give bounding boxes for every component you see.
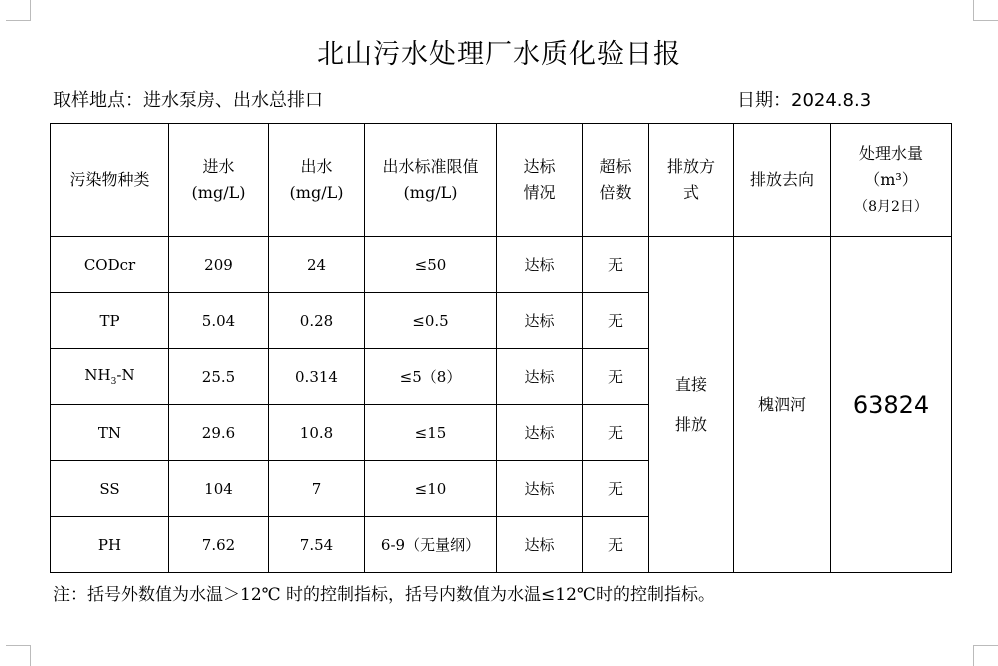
header-discharge-destination: 排放去向 [734, 124, 831, 237]
exceed-factor: 无 [583, 517, 649, 573]
inflow-value: 29.6 [169, 405, 269, 461]
page-corner-mark [6, 645, 31, 666]
inflow-value: 7.62 [169, 517, 269, 573]
header-pollutant-type: 污染物种类 [51, 124, 169, 237]
exceed-factor: 无 [583, 349, 649, 405]
header-discharge-method: 排放方 式 [649, 124, 734, 237]
discharge-method: 直接 排放 [649, 237, 734, 573]
sampling-location: 取样地点：进水泵房、出水总排口 [53, 90, 323, 111]
limit-value: ≤50 [365, 237, 497, 293]
footnote: 注：括号外数值为水温＞12℃ 时的控制指标，括号内数值为水温≤12℃时的控制指标。 [53, 585, 715, 605]
treated-volume: 63824 [831, 237, 952, 573]
compliance-status: 达标 [497, 517, 583, 573]
header-exceed-factor: 超标 倍数 [583, 124, 649, 237]
inflow-value: 104 [169, 461, 269, 517]
exceed-factor: 无 [583, 293, 649, 349]
inflow-value: 5.04 [169, 293, 269, 349]
outflow-value: 10.8 [269, 405, 365, 461]
inflow-value: 209 [169, 237, 269, 293]
water-quality-table [50, 123, 952, 573]
pollutant-name: $NH_3-N$ [51, 349, 169, 405]
exceed-factor: 无 [583, 405, 649, 461]
compliance-status: 达标 [497, 349, 583, 405]
header-limit: 出水标准限值 (mg/L) [365, 124, 497, 237]
compliance-status: 达标 [497, 293, 583, 349]
limit-value: 6-9（无量纲） [365, 517, 497, 573]
page-corner-mark [973, 645, 998, 666]
exceed-factor: 无 [583, 237, 649, 293]
page-corner-mark [973, 0, 998, 21]
limit-value: ≤5（8） [365, 349, 497, 405]
pollutant-name: CODcr [51, 237, 169, 293]
outflow-value: 0.28 [269, 293, 365, 349]
limit-value: ≤10 [365, 461, 497, 517]
page-corner-mark [6, 0, 31, 21]
limit-value: ≤15 [365, 405, 497, 461]
outflow-value: 7 [269, 461, 365, 517]
inflow-value: 25.5 [169, 349, 269, 405]
pollutant-name: TP [51, 293, 169, 349]
exceed-factor: 无 [583, 461, 649, 517]
limit-value: ≤0.5 [365, 293, 497, 349]
table-row [51, 237, 952, 293]
header-compliance: 达标 情况 [497, 124, 583, 237]
outflow-value: 0.314 [269, 349, 365, 405]
outflow-value: 24 [269, 237, 365, 293]
report-title: 北山污水处理厂水质化验日报 [317, 39, 681, 70]
header-row [51, 124, 952, 237]
pollutant-name: PH [51, 517, 169, 573]
header-outflow: 出水 (mg/L) [269, 124, 365, 237]
outflow-value: 7.54 [269, 517, 365, 573]
pollutant-name: SS [51, 461, 169, 517]
report-date: 日期：2024.8.3 [737, 90, 872, 111]
discharge-destination: 槐泗河 [734, 237, 831, 573]
compliance-status: 达标 [497, 237, 583, 293]
header-treated-volume: 处理水量 （m³） （8月2日） [831, 124, 952, 237]
compliance-status: 达标 [497, 461, 583, 517]
compliance-status: 达标 [497, 405, 583, 461]
header-inflow: 进水 (mg/L) [169, 124, 269, 237]
pollutant-name: TN [51, 405, 169, 461]
